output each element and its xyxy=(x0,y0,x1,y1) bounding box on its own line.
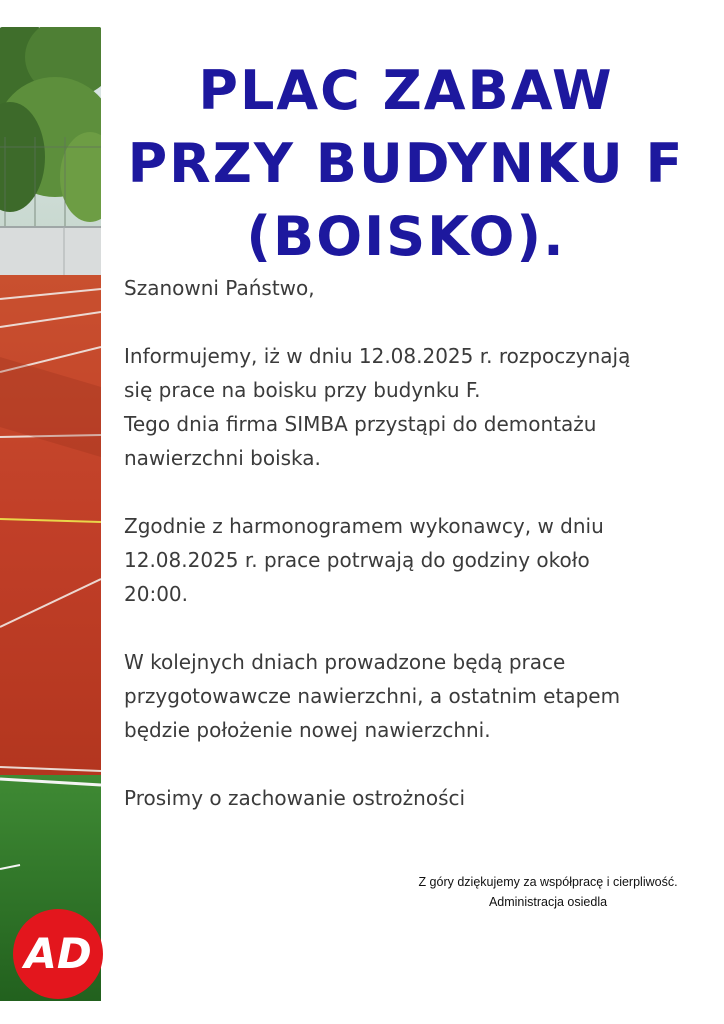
text-line: nawierzchni boiska. xyxy=(124,446,321,470)
company-logo xyxy=(12,908,104,1000)
paragraph-next-steps xyxy=(124,645,684,747)
greeting-text: Szanowni Państwo, xyxy=(124,276,315,300)
text-line: W kolejnych dniach prowadzone będą prace xyxy=(124,650,566,674)
text-line: 12.08.2025 r. prace potrwają do godziny około xyxy=(124,548,590,572)
notice-body xyxy=(124,271,684,815)
text-line: 20:00. xyxy=(124,582,188,606)
text-line: Tego dnia firma SIMBA przystąpi do demontażu xyxy=(124,412,597,436)
paragraph-start-of-works xyxy=(124,339,684,475)
page-title xyxy=(112,54,700,273)
footer-signature xyxy=(380,872,716,912)
closing-request xyxy=(124,781,684,815)
title-line: PRZY BUDYNKU F xyxy=(127,132,685,195)
paragraph-schedule xyxy=(124,509,684,611)
text-line: Zgodnie z harmonogramem wykonawcy, w dniu xyxy=(124,514,604,538)
greeting xyxy=(124,271,684,305)
title-line: (BOISKO). xyxy=(246,205,566,268)
svg-text:AD: AD xyxy=(24,929,92,978)
closing-text: Prosimy o zachowanie ostrożności xyxy=(124,786,466,810)
thanks-text: Z góry dziękujemy za współpracę i cierpliwość. xyxy=(418,875,678,889)
signature-text: Administracja osiedla xyxy=(488,895,608,909)
text-line: będzie położenie nowej nawierzchni. xyxy=(124,718,491,742)
sports-field-photo xyxy=(0,27,101,1001)
text-line: Informujemy, iż w dniu 12.08.2025 r. rozpoczynają xyxy=(124,344,631,368)
text-line: przygotowawcze nawierzchni, a ostatnim etapem xyxy=(124,684,621,708)
title-line: PLAC ZABAW xyxy=(198,59,614,122)
text-line: się prace na boisku przy budynku F. xyxy=(124,378,481,402)
